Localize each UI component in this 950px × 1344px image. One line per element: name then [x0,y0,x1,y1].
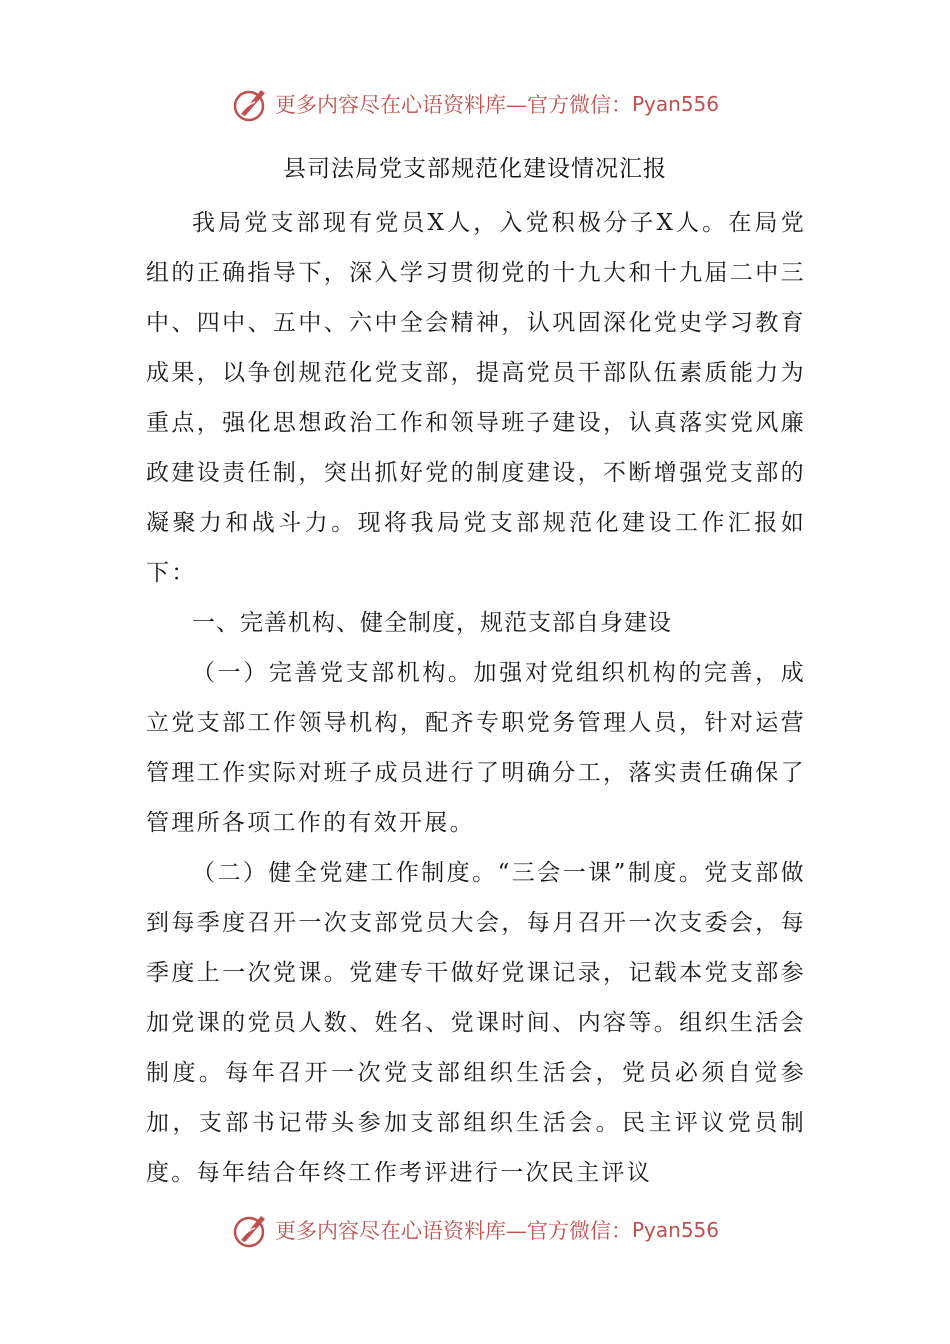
paragraph-section-1-2: （二）健全党建工作制度。“三会一课”制度。党支部做到每季度召开一次支部党员大会，每月召开一次支委会，每季度上一次党课。党建专干做好党课记录，记载本党支部参加党课的党员人数、姓名、党课时间、内容等。组织生活会制度。每年召开一次党支部组织生活会，党员必须自觉参加，支部书记带头参加支部组织生活会。民主评议党员制度。每年结合年终工作考评进行一次民主评议 [146,860,806,1186]
document-body [146,198,806,1198]
pen-feather-logo-icon [231,1210,271,1250]
paragraph-section-1-1: （一）完善党支部机构。加强对党组织机构的完善，成立党支部工作领导机构，配齐专职党务管理人员，针对运营管理工作实际对班子成员进行了明确分工，落实责任确保了管理所各项工作的有效开展。 [146,660,806,836]
watermark-text: 更多内容尽在心语资料库—官方微信： [274,1219,632,1243]
watermark-footer [0,1208,950,1252]
watermark-wechat-id: Pyan556 [631,1218,719,1242]
paragraph-intro: 我局党支部现有党员X人，入党积极分子X人。在局党组的正确指导下，深入学习贯彻党的十九大和十九届二中三中、四中、五中、六中全会精神，认巩固深化党史学习教育成果，以争创规范化党支部，提高党员干部队伍素质能力为重点，强化思想政治工作和领导班子建设，认真落实党风廉政建设责任制，突出抓好党的制度建设，不断增强党支部的凝聚力和战斗力。现将我局党支部规范化建设工作汇报如下： [146,210,806,586]
pen-feather-logo-icon [231,84,271,124]
watermark-header [0,82,950,126]
document-title: 县司法局党支部规范化建设情况汇报 [283,156,667,182]
watermark-wechat-id: Pyan556 [631,92,719,116]
section-heading-1: 一、完善机构、健全制度，规范支部自身建设 [192,610,672,636]
watermark-text: 更多内容尽在心语资料库—官方微信： [274,93,632,117]
